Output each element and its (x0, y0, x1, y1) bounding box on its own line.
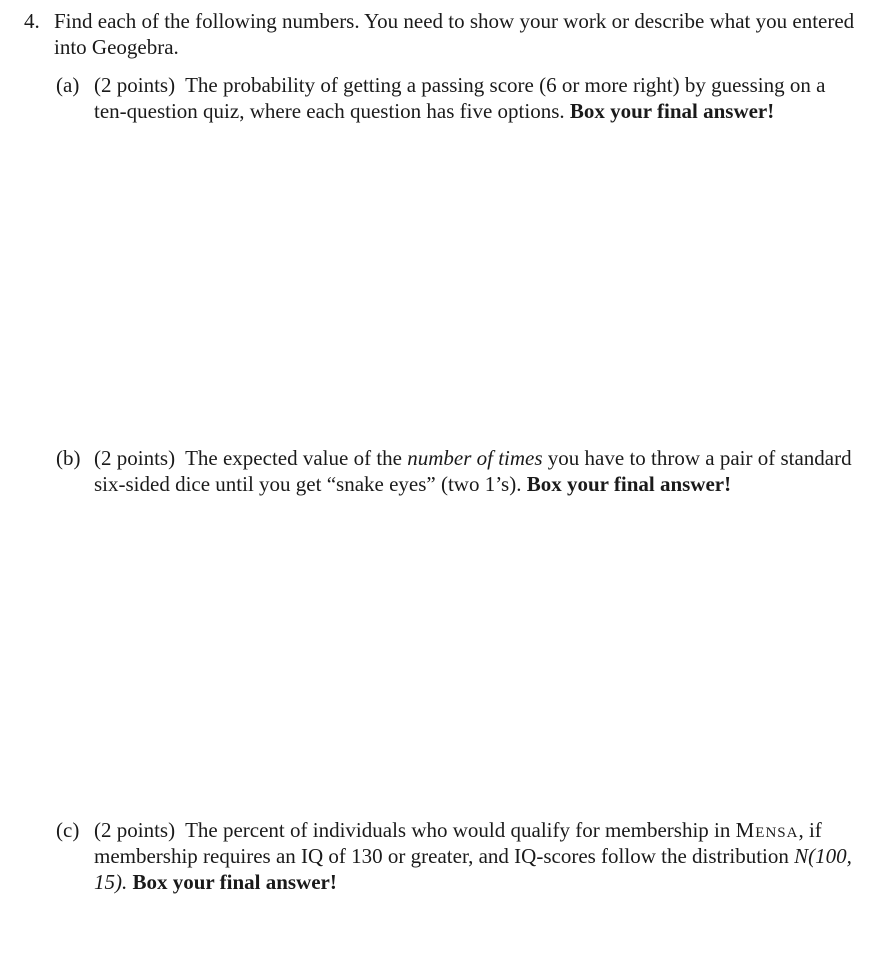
part-a-points: (2 points) (94, 73, 176, 97)
part-b-points: (2 points) (94, 446, 176, 470)
part-c-text-middle: , if membership requires an IQ of 130 or greater, and IQ-scores follow the distribution (94, 818, 822, 868)
part-c-distribution: N(100, 15). (94, 844, 852, 894)
part-c-answer-space[interactable] (56, 900, 856, 970)
part-c-points: (2 points) (94, 818, 176, 842)
part-b-label: (b) (56, 446, 81, 470)
question-number: 4. (24, 9, 40, 33)
part-b-instruction: Box your final answer! (526, 472, 732, 496)
part-c-instruction: Box your final answer! (132, 870, 337, 894)
part-c-text-before: The percent of individuals who would qualify for membership in (185, 818, 731, 842)
part-b-text-before: The expected value of the (185, 446, 402, 470)
part-a (56, 72, 856, 124)
part-b-text-after: you have to throw a pair of standard six-sided dice until you get “snake eyes” (two 1’s). (94, 446, 852, 496)
part-a-text: The probability of getting a passing score (6 or more right) by guessing on a ten-question quiz, where each question has five options. (94, 73, 826, 123)
part-c-label: (c) (56, 818, 80, 842)
part-a-instruction: Box your final answer! (569, 99, 775, 123)
part-c (56, 817, 856, 895)
part-b (56, 445, 876, 497)
part-b-answer-space[interactable] (56, 500, 856, 800)
part-a-label: (a) (56, 73, 80, 97)
part-c-org-name: Mensa (735, 818, 799, 842)
question-prompt: Find each of the following numbers. You need to show your work or describe what you entered into Geogebra. (54, 9, 855, 59)
question-4 (24, 8, 864, 60)
part-a-answer-space[interactable] (56, 130, 856, 430)
part-b-emphasis: number of times (407, 446, 543, 470)
